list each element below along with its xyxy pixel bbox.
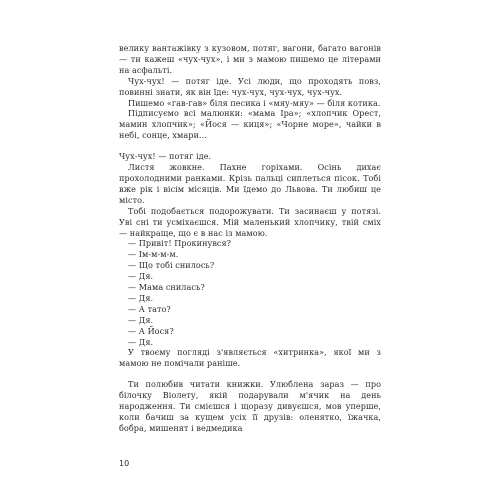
- dialogue-line: — Дя.: [128, 336, 154, 347]
- dialogue-line: — А тато?: [128, 303, 171, 314]
- dialogue-line: — Дя.: [128, 271, 154, 282]
- dialogue-line: — Привіт! Прокинувся?: [128, 238, 232, 249]
- page-number: 10: [119, 459, 130, 468]
- page-text: [119, 43, 381, 434]
- paragraph: Чух-чух! — потяг іде. Усі люди, що проходять повз, повинні знати, як він їде: чух-чух, чух-чух, чух-чух.: [119, 75, 381, 97]
- section-break: [119, 369, 381, 379]
- paragraph: Пишемо «гав-гав» біля песика і «мяу-мяу» — біля котика.: [128, 97, 381, 108]
- dialogue-line: — Ім-м-м-м.: [128, 249, 179, 260]
- dialogue-line: — Мама снилась?: [128, 282, 205, 293]
- dialogue-line: — Дя.: [128, 292, 154, 303]
- dialogue-line: — Дя.: [128, 314, 154, 325]
- dialogue-line: — Що тобі снилось?: [128, 260, 215, 271]
- paragraph: Підписуємо всі малюнки: «мама Іра»; «хлопчик Орест, мамин хлопчик»; «Йося — киця»; «Чорне море», чайки в небі, сонце, хмари…: [119, 108, 381, 141]
- paragraph: Листя жовкне. Пахне горіхами. Осінь дихає прохолодними ранками. Крізь пальці сиплеться пісок. Тобі вже рік і вісім місяців. Ми їдемо до Львова. Ти любиш це місто.: [119, 162, 381, 205]
- paragraph: Ти полюбив читати книжки. Улюблена зараз — про білочку Віолету, якій подарували м'ячик на день народження. Ти смієшся і щоразу дивуєшся, мов уперше, коли бачиш за кущем усіх її друзів: оленятко, їжачка, бобра, мишенят і ведмедика: [119, 379, 381, 433]
- paragraph: У твоєму погляді з'являється «хитринка», якої ми з мамою не помічали раніше.: [119, 347, 381, 369]
- section-break: [119, 141, 381, 151]
- paragraph: Тобі подобається подорожувати. Ти засинаєш у потязі. Уві сні ти усміхаєшся. Мій маленький хлопчику, твій сміх — найкраще, що є в нас із мамою.: [119, 205, 381, 238]
- dialogue-line: — А Йося?: [128, 325, 174, 336]
- paragraph: велику вантажівку з кузовом, потяг, вагони, багато вагонів — ти кажеш «чух-чух», і ми з мамою пишемо це літерами на асфальті.: [119, 43, 381, 75]
- paragraph: Чух-чух! — потяг іде.: [119, 151, 212, 162]
